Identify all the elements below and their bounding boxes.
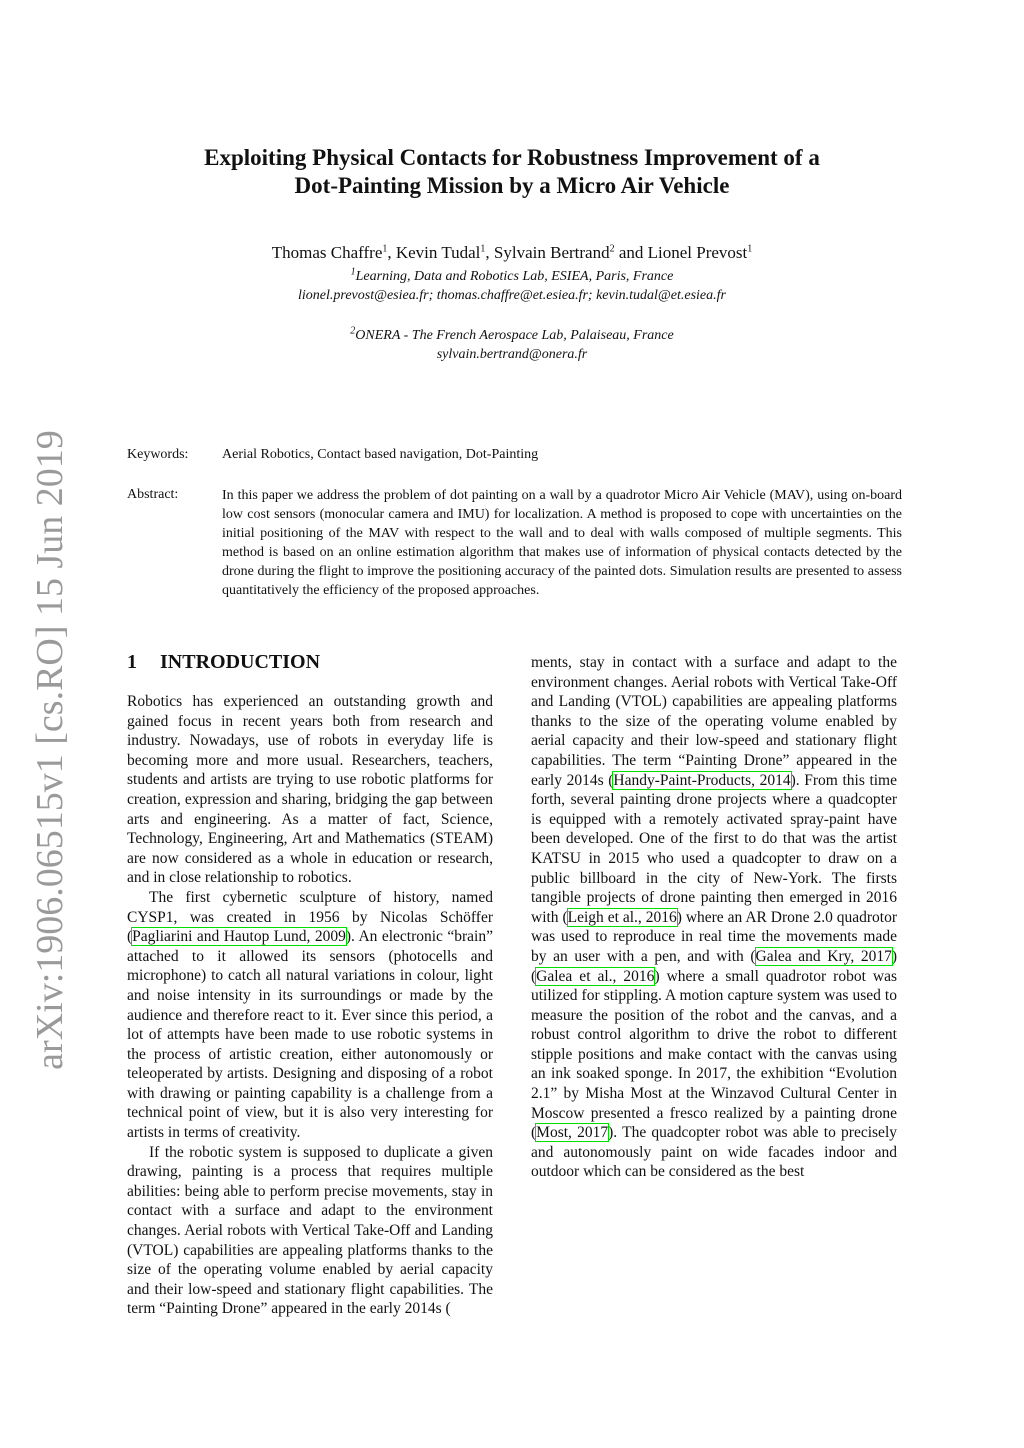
affiliation-name: Learning, Data and Robotics Lab, ESIEA, Paris, France xyxy=(355,269,674,284)
section-title: INTRODUCTION xyxy=(160,651,321,673)
arxiv-identifier: arXiv:1906.06515v1 [cs.RO] 15 Jun 2019 xyxy=(29,430,71,1070)
author-name: Lionel Prevost xyxy=(647,243,748,262)
right-column xyxy=(531,653,897,1182)
citation-link[interactable]: Pagliarini and Hautop Lund, 2009 xyxy=(132,928,346,946)
affiliation-mark: 2 xyxy=(350,325,356,337)
abstract-label: Abstract: xyxy=(127,487,179,502)
keywords-text: Aerial Robotics, Contact based navigation, Dot-Painting xyxy=(222,447,539,462)
citation-link[interactable]: Galea et al., 2016 xyxy=(536,967,655,985)
left-column xyxy=(127,650,493,1318)
author-affiliation-mark: 1 xyxy=(480,243,486,255)
author-list: Thomas Chaffre$^1$, Kevin Tudal$^1$, Sylvain Bertrand$^2$ and Lionel Prevost$^1$ xyxy=(271,243,753,262)
keywords-label: Keywords: xyxy=(127,447,189,462)
affiliation-1 xyxy=(120,267,904,305)
citation-link[interactable]: Leigh et al., 2016 xyxy=(567,908,677,926)
author-affiliation-mark: 1 xyxy=(382,243,388,255)
section-heading xyxy=(127,650,493,674)
paper-title xyxy=(120,144,904,200)
paragraph-3-start: If the robotic system is supposed to duplicate a given drawing, painting is a process that requires multiple abilities: being able to perform precise movements, stay in contact with a surface and adapt to the environment changes. Aerial robots with Vertical Take-Off and Landing (VTOL) capabilities are appealing platforms thanks to the size of the operating volume enabled by aerial capacity and their low-speed and stationary flight capabilities. The term “Painting Drone” appeared in the early 2014s ( xyxy=(127,1143,493,1318)
paragraph-1: Robotics has experienced an outstanding growth and gained focus in recent years both from research and industry. Nowadays, use of robots in everyday life is becoming more and more usual. Researchers, teachers, students and artists are trying to use robotic platforms for creation, expression and sharing, bridging the gap between arts and engineering. As a matter of fact, Science, Technology, Engineering, Art and Mathematics (STEAM) are now considered as a whole in education or research, and in close relationship to robotics. xyxy=(127,693,493,887)
affiliation-2 xyxy=(120,326,904,364)
abstract-text: In this paper we address the problem of dot painting on a wall by a quadrotor Micro Air Vehicle (MAV), using on-board low cost sensors (monocular camera and IMU) for localization. A method is proposed to cope with uncertainties on the initial positioning of the MAV with respect to the wall and to deal with walls composed of multiple segments. This method is based on an online estimation algorithm that makes use of information of physical contacts detected by the drone during the flight to improve the positioning accuracy of the painted dots. Simulation results are presented to assess quantitatively the efficiency of the proposed approaches. xyxy=(222,488,902,598)
title-line-1: Exploiting Physical Contacts for Robustness Improvement of a xyxy=(204,145,820,170)
author-name: Sylvain Bertrand xyxy=(493,243,610,262)
citation-link[interactable]: Galea and Kry, 2017 xyxy=(755,947,892,965)
affiliation-name: ONERA - The French Aerospace Lab, Palaiseau, France xyxy=(355,328,674,343)
author-name: Kevin Tudal xyxy=(395,243,481,262)
affiliation-emails: lionel.prevost@esiea.fr; thomas.chaffre@et.esiea.fr; kevin.tudal@et.esiea.fr xyxy=(298,288,726,303)
affiliation-mark: 1 xyxy=(350,266,356,278)
affiliation-email: sylvain.bertrand@onera.fr xyxy=(436,347,588,362)
paragraph-3-continued: ments, stay in contact with a surface and adapt to the environment changes. Aerial robots with Vertical Take-Off and Landing (VTOL) capabilities are appealing platforms thanks to the size of the operating volume enabled by aerial capacity and their low-speed and stationary flight capabilities. The term “Painting Drone” appeared in the early 2014s (Handy-Paint-Products, 2014). From this time forth, several painting drone projects where a quadcopter is equipped with a remotely activated spray-paint have been developed. One of the first to do that was the artist KATSU in 2015 who used a quadcopter to draw on a public billboard in the city of New-York. The firsts tangible projects of drone painting then emerged in 2016 with (Leigh et al., 2016) where an AR Drone 2.0 quadrotor was used to reproduce in real time the movements made by an user with a pen, and with (Galea and Kry, 2017) (Galea et al., 2016) where a small quadrotor robot was utilized for stippling. A motion capture system was used to measure the position of the robot and the canvas, and a robust control algorithm to drive the robot to different stipple positions and make contact with the canvas using an ink soaked sponge. In 2017, the exhibition “Evolution 2.1” by Misha Most at the Winzavod Cultural Center in Moscow presented a fresco realized by a painting drone (Most, 2017). The quadcopter robot was able to precisely and autonomously paint on wide facades indoor and outdoor which can be considered as the best xyxy=(531,654,898,1181)
author-affiliation-mark: 2 xyxy=(609,243,615,255)
citation-link[interactable]: Handy-Paint-Products, 2014 xyxy=(613,771,791,789)
citation-link[interactable]: Most, 2017 xyxy=(536,1124,609,1142)
author-affiliation-mark: 1 xyxy=(747,243,753,255)
author-name: Thomas Chaffre xyxy=(271,243,383,262)
paragraph-2: The first cybernetic sculpture of history, named CYSP1, was created in 1956 by Nicolas Schöffer (Pagliarini and Hautop Lund, 2009). An electronic “brain” attached to it allowed its sensors (photocells and microphone) to catch all natural variations in colour, light and noise intensity in its surroundings or made by the audience and therefore react to it. Ever since this period, a lot of attempts have been made to use robotic systems in the process of artistic creation, either autonomously or teleoperated by artists. Designing and disposing of a robot with drawing or painting capability is a challenge from a technical point of view, but it is also very interesting for artists in terms of creativity. xyxy=(127,888,493,1142)
title-line-2: Dot-Painting Mission by a Micro Air Vehicle xyxy=(294,173,730,198)
section-number: 1 xyxy=(127,651,137,673)
